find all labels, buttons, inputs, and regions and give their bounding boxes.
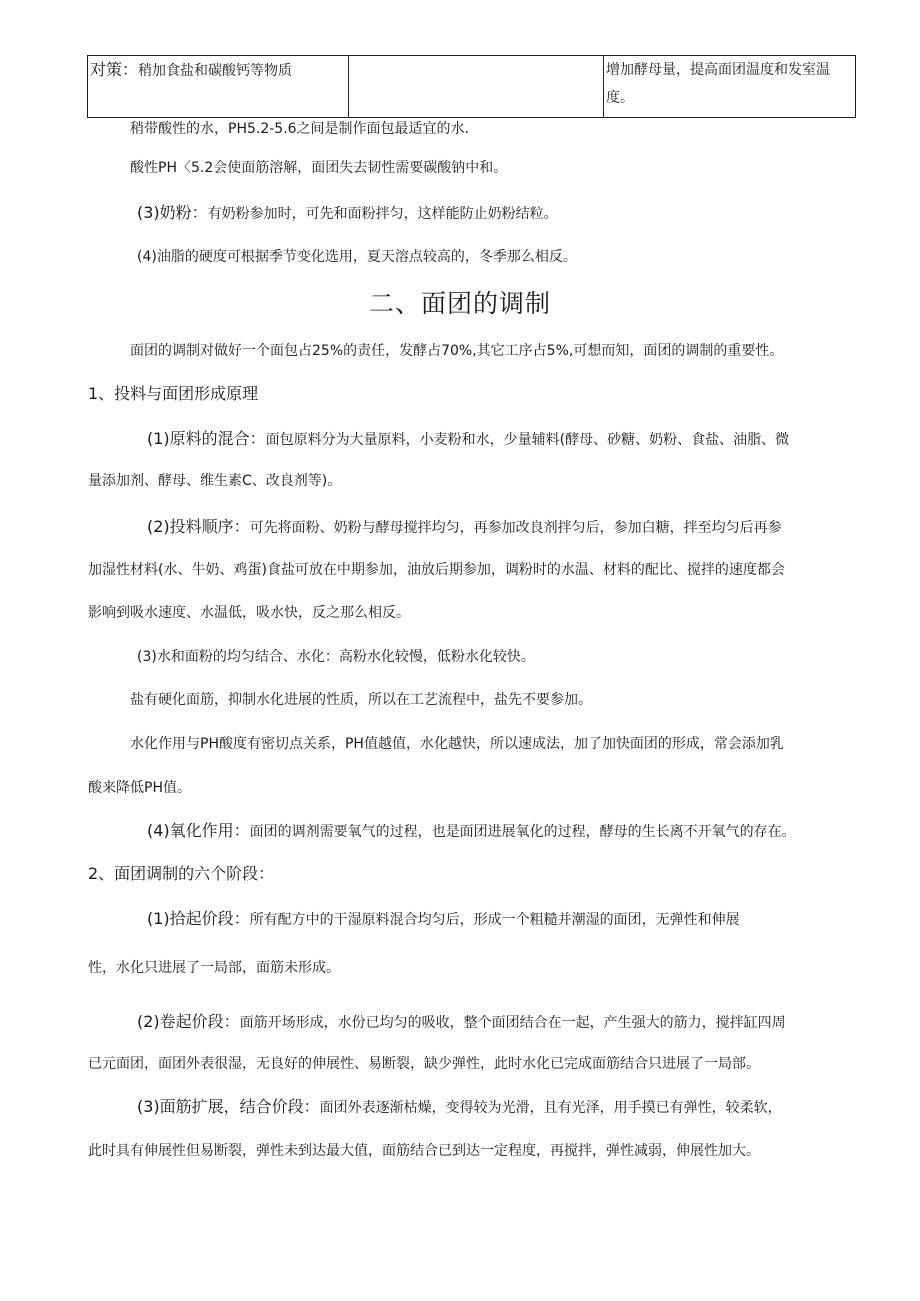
item-lead: (4)氧化作用： — [147, 821, 250, 840]
table-row — [88, 56, 856, 118]
paragraph-salt: 盐有硬化面筋，抑制水化进展的性质，所以在工艺流程中，盐先不要参加。 — [130, 692, 592, 708]
item-text: 面筋开场形成，水份已均匀的吸收，整个面团结合在一起，产生强大的筋力，搅拌缸四周 — [239, 1015, 786, 1031]
heading-2: 2、面团调制的六个阶段： — [88, 864, 275, 883]
item-continuation: 酸来降低PH值。 — [88, 780, 191, 796]
item-text: 可先将面粉、奶粉与酵母搅拌均匀，再参加改良剂拌匀后，参加白糖，拌至均匀后再参 — [249, 520, 782, 536]
item-lead: (2)卷起价段： — [137, 1012, 240, 1031]
item-continuation: 影响到吸水速度、水温低，吸水快，反之那么相反。 — [88, 605, 410, 621]
item-text: 有奶粉参加时，可先和面粉拌匀，这样能防止奶粉结粒。 — [207, 206, 558, 222]
section-title: 二、面团的调制 — [368, 289, 551, 318]
item-continuation: 加湿性材料(水、牛奶、鸡蛋)食盐可放在中期参加，油放后期参加，调粉时的水温、材料的配比、搅拌的速度都会 — [88, 562, 785, 578]
item-continuation: 性，水化只进展了一局部，面筋未形成。 — [88, 960, 340, 976]
table-cell-countermeasure — [88, 56, 349, 118]
heading-1: 1、投料与面团形成原理 — [88, 384, 259, 403]
item-lead: (2)投料顺序： — [147, 517, 250, 536]
countermeasure-label: 对策： — [90, 60, 139, 79]
stage-pickup — [147, 908, 740, 931]
paragraph-milk-powder — [137, 202, 558, 225]
countermeasure-text: 稍加食盐和碳酸钙等物质 — [138, 63, 293, 79]
cell-text-line: 增加酵母量，提高面团温度和发室温 — [606, 62, 830, 78]
item-continuation: 已元面团，面团外表很湿，无良好的伸展性、易断裂，缺少弹性，此时水化已完成面筋结合只进展了一局部。 — [88, 1056, 760, 1072]
stage-development — [137, 1096, 782, 1119]
item-feeding-order — [147, 516, 782, 539]
item-lead: (3)奶粉： — [137, 203, 208, 222]
item-lead: (1)原料的混合： — [147, 429, 266, 448]
item-text: 面团的调剂需要氧气的过程，也是面团进展氧化的过程，酵母的生长离不开氧气的存在。 — [249, 824, 796, 840]
paragraph-acidic-water: 稍带酸性的水，PH5.2-5.6之间是制作面包最适宜的水. — [130, 121, 469, 137]
item-text: 面包原料分为大量原料，小麦粉和水，少量辅料(酵母、砂糖、奶粉、食盐、油脂、微 — [265, 432, 790, 448]
item-text: 面团外表逐渐枯燥，变得较为光滑，且有光泽，用手摸已有弹性，较柔软， — [319, 1100, 782, 1116]
countermeasure-table — [87, 55, 856, 118]
paragraph-fat-hardness: (4)油脂的硬度可根据季节变化选用，夏天溶点较高的，冬季那么相反。 — [137, 249, 577, 265]
paragraph-ph-hydration: 水化作用与PH酸度有密切点关系，PH值越值，水化越快，所以速成法，加了加快面团的形成，常会添加乳 — [130, 736, 784, 752]
table-cell-yeast — [604, 56, 856, 118]
section-intro: 面团的调制对做好一个面包占25%的责任，发酵占70%,其它工序占5%,可想而知，面团的调制的重要性。 — [130, 343, 784, 359]
item-continuation: 此时具有伸展性但易断裂，弹性未到达最大值，面筋结合已到达一定程度，再搅拌，弹性减弱，伸展性加大。 — [88, 1143, 760, 1159]
item-hydration: (3)水和面粉的均匀结合、水化：高粉水化较慢，低粉水化较快。 — [137, 649, 535, 665]
item-raw-material-mixing — [147, 428, 789, 451]
item-continuation: 量添加剂、酵母、维生素C、改良剂等)。 — [88, 473, 342, 489]
paragraph-acidic-ph: 酸性PH〈5.2会使面筋溶解，面团失去韧性需要碳酸钠中和。 — [130, 160, 508, 176]
table-cell-empty — [349, 56, 604, 118]
item-lead: (1)拾起价段： — [147, 909, 250, 928]
item-text: 所有配方中的干湿原料混合均匀后，形成一个粗糙并潮湿的面团，无弹性和伸展 — [249, 912, 740, 928]
stage-cleanup — [137, 1011, 786, 1034]
item-lead: (3)面筋扩展，结合价段： — [137, 1097, 320, 1116]
cell-text-line: 度。 — [606, 90, 634, 106]
item-oxidation — [147, 820, 796, 843]
